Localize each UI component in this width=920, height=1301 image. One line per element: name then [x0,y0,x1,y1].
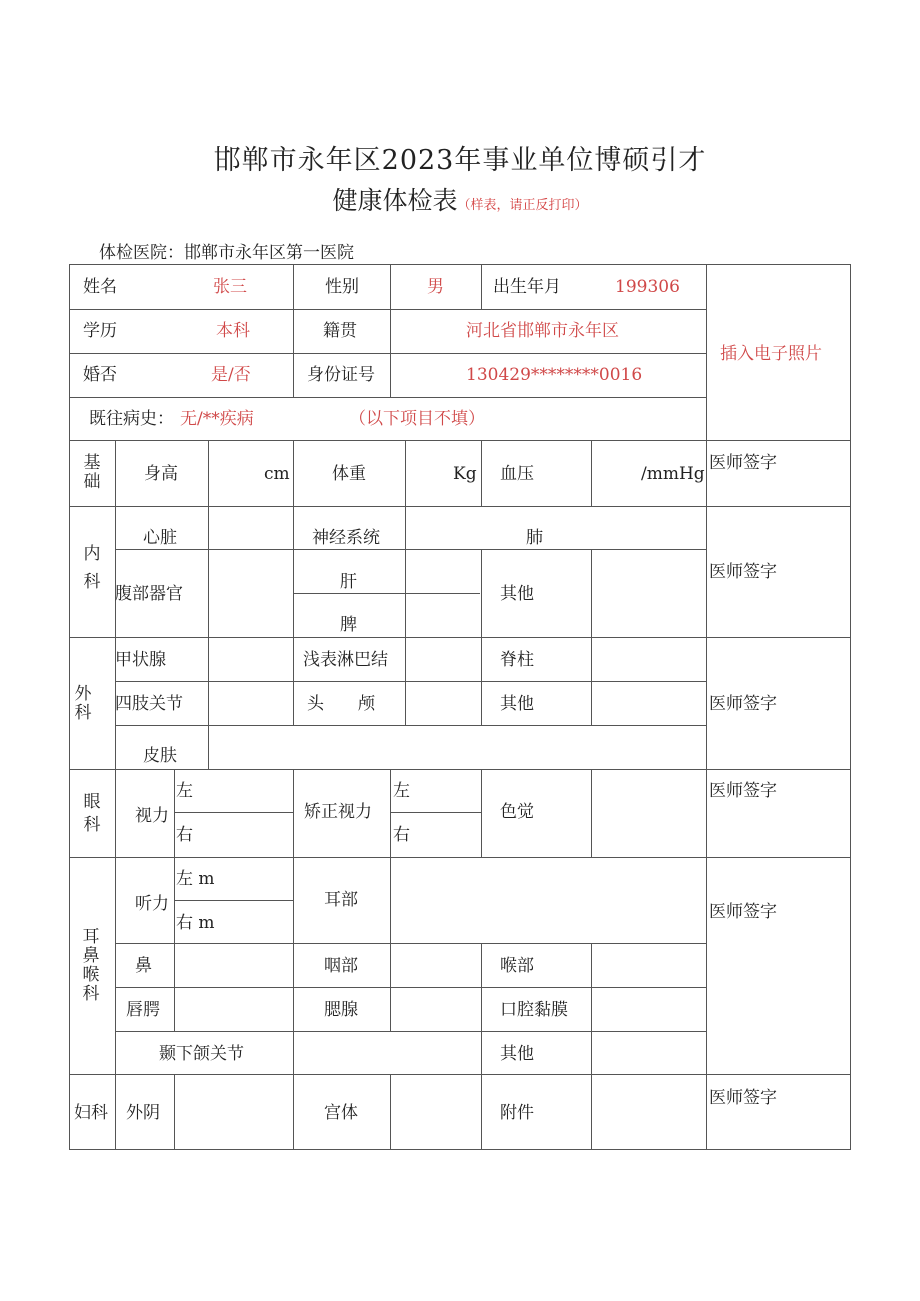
table-rule [293,637,294,725]
table-rule [69,769,851,770]
surgery-other-label: 其他 [500,694,534,714]
parotid-label: 腮腺 [324,1000,358,1020]
subtitle-text: 健康体检表 [332,186,458,215]
table-rule [115,440,116,506]
table-rule [115,1031,706,1032]
table-rule [293,1074,294,1149]
heart-label: 心脏 [143,528,177,548]
spine-label: 脊柱 [500,650,534,670]
table-rule [591,1074,592,1149]
corrected-vision-label: 矫正视力 [304,802,372,822]
table-rule [591,440,592,506]
hearing-right: 右 m [176,913,215,933]
table-rule [481,769,482,857]
color-vision-label: 色觉 [500,802,534,822]
height-unit: cm [264,464,290,484]
table-rule [174,943,175,1031]
gender-label: 性别 [325,277,359,297]
print-note: （样表，请正反打印） [457,198,588,213]
table-rule [706,857,707,1074]
lips-label: 唇腭 [126,1000,160,1020]
table-rule [69,857,851,858]
gyn-section-label: 妇科 [74,1103,108,1123]
table-rule [69,309,706,310]
mucosa-label: 口腔黏膜 [500,1000,568,1020]
id-label: 身份证号 [307,365,375,385]
table-rule [706,1074,707,1149]
gender-value: 男 [427,277,444,297]
table-rule [69,506,851,507]
uterus-label: 宫体 [324,1103,358,1123]
table-rule [293,506,294,637]
birth-label: 出生年月 [493,277,561,297]
table-rule [390,264,391,397]
table-rule [115,725,706,726]
table-rule [706,769,707,857]
table-rule [115,987,706,988]
health-exam-form [69,264,851,1150]
origin-label: 籍贯 [323,321,357,341]
table-rule [481,264,482,309]
pharynx-label: 咽部 [324,956,358,976]
education-value: 本科 [216,321,250,341]
vision-left: 左 [176,781,193,801]
bp-unit: /mmHg [641,464,705,484]
hospital-label: 体检医院：邯郸市永年区第一医院 [99,243,354,263]
table-rule [293,440,294,506]
table-rule [115,857,116,1074]
vision-right: 右 [176,825,193,845]
education-label: 学历 [83,321,117,341]
name-value: 张三 [213,277,247,297]
marital-value: 是/否 [211,365,251,385]
larynx-label: 喉部 [500,956,534,976]
table-rule [591,769,592,857]
table-rule [69,1149,851,1150]
nervous-label: 神经系统 [312,528,380,548]
table-rule [706,264,707,440]
photo-placeholder: 插入电子照片 [720,344,822,364]
table-rule [208,506,209,637]
history-note: （以下项目不填） [349,409,485,429]
table-rule [69,440,851,441]
table-rule [405,440,406,506]
basic-doctor-sign: 医师签字 [709,453,777,473]
history-value: 无/**疾病 [180,409,254,429]
adnexa-label: 附件 [500,1103,534,1123]
table-rule [174,812,293,813]
abdomen-label: 腹部器官 [115,584,183,604]
tmj-label: 颞下颌关节 [159,1044,244,1064]
eye-section-label: 眼科 [83,792,101,835]
vision-label: 视力 [135,806,169,826]
gyn-doctor-sign: 医师签字 [709,1088,777,1108]
table-rule [706,637,707,769]
table-rule [115,681,706,682]
ear-label: 耳部 [324,890,358,910]
table-rule [481,637,482,725]
liver-label: 肝 [340,572,357,592]
table-rule [405,637,406,725]
table-rule [174,857,175,943]
table-rule [69,264,851,265]
table-rule [208,440,209,506]
table-rule [706,506,707,637]
hearing-label: 听力 [135,894,169,914]
internal-other-label: 其他 [500,584,534,604]
table-rule [481,440,482,506]
lymph-label: 浅表淋巴结 [303,650,388,670]
table-rule [293,264,294,397]
bp-label: 血压 [500,464,534,484]
spleen-label: 脾 [340,615,357,635]
table-rule [706,440,707,506]
limbs-label: 四肢关节 [115,694,183,714]
table-rule [174,769,175,857]
skin-label: 皮肤 [143,746,177,766]
table-rule [174,900,293,901]
history-label: 既往病史： [89,409,174,429]
surgery-section-label: 外科 [74,684,92,723]
thyroid-label: 甲状腺 [115,650,166,670]
table-rule [405,506,406,637]
table-rule [69,353,706,354]
table-rule [591,943,592,1074]
table-rule [591,637,592,725]
table-rule [591,549,592,637]
table-rule [174,1074,175,1149]
corrected-right: 右 [393,825,410,845]
ent-doctor-sign: 医师签字 [709,902,777,922]
height-label: 身高 [144,464,178,484]
eye-doctor-sign: 医师签字 [709,781,777,801]
name-label: 姓名 [83,277,117,297]
origin-value: 河北省邯郸市永年区 [466,321,619,341]
birth-value: 199306 [615,277,680,297]
table-rule [115,943,706,944]
table-rule [69,637,851,638]
internal-doctor-sign: 医师签字 [709,562,777,582]
table-rule [293,593,480,594]
nose-label: 鼻 [135,956,152,976]
ent-other-label: 其他 [500,1044,534,1064]
table-rule [481,1074,482,1149]
hearing-left: 左 m [176,869,215,889]
table-rule [850,264,851,1150]
vulva-label: 外阴 [126,1103,160,1123]
table-rule [390,1074,391,1149]
table-rule [115,506,116,637]
form-subtitle [0,181,920,217]
table-rule [208,637,209,769]
id-value: 130429********0016 [466,365,643,385]
table-rule [293,857,294,1074]
corrected-left: 左 [393,781,410,801]
table-rule [481,943,482,1074]
skull-label: 头 颅 [307,694,375,714]
table-rule [115,549,706,550]
table-rule [390,769,391,857]
form-title: 邯郸市永年区2023年事业单位博硕引才 [213,145,707,176]
basic-section-label: 基础 [83,453,101,492]
marital-label: 婚否 [83,365,117,385]
table-rule [293,769,294,857]
table-rule [115,1074,116,1149]
lung-label: 肺 [526,528,543,548]
table-rule [69,1074,851,1075]
table-rule [390,812,481,813]
ent-section-label: 耳鼻喉科 [82,927,100,1004]
table-rule [69,397,706,398]
internal-section-label: 内科 [83,544,101,592]
table-rule [390,857,391,1031]
table-rule [481,549,482,637]
weight-unit: Kg [453,464,477,484]
weight-label: 体重 [332,464,366,484]
surgery-doctor-sign: 医师签字 [709,694,777,714]
table-rule [115,769,116,857]
